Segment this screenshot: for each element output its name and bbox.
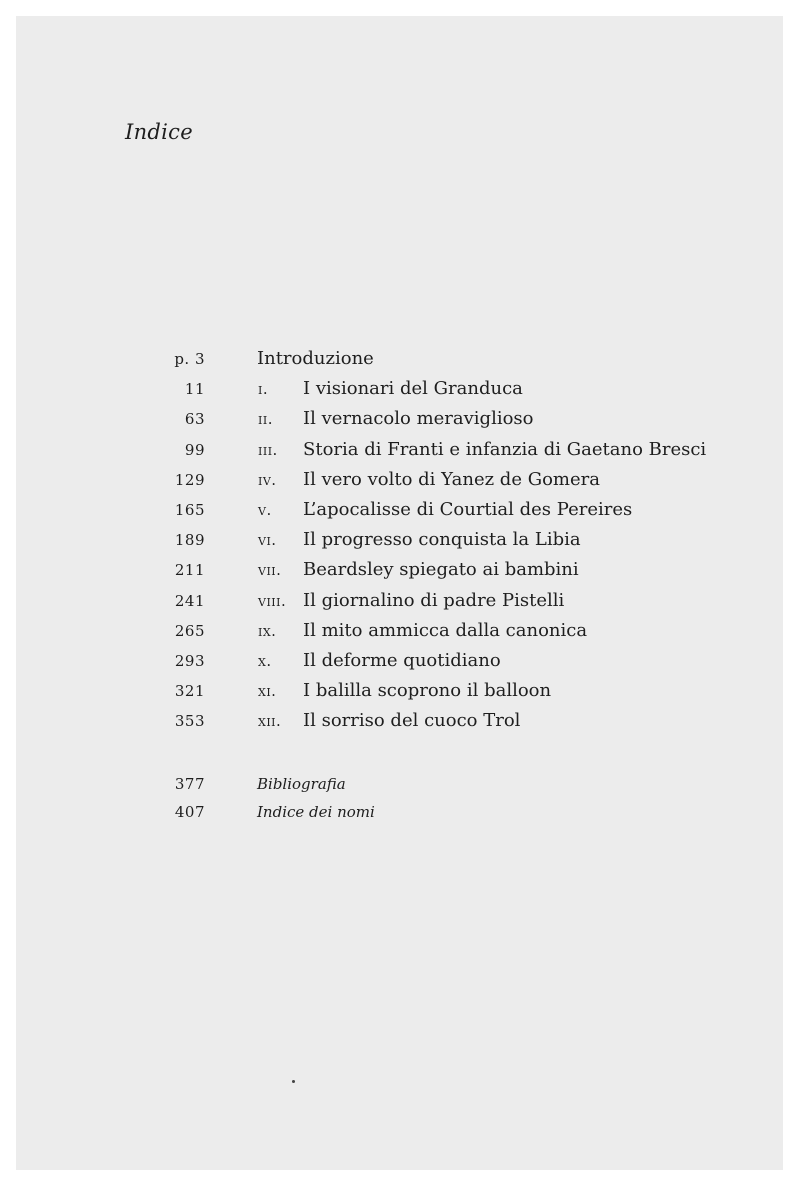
toc-chapter-number: vi. bbox=[258, 531, 277, 550]
toc-page-number: 353 bbox=[174, 712, 205, 731]
toc-chapter-number: xi. bbox=[258, 682, 277, 701]
toc-chapter-number: iv. bbox=[258, 470, 277, 489]
toc-page-number: p. 3 bbox=[174, 350, 205, 368]
table-of-contents bbox=[16, 344, 783, 736]
toc-page-number: 377 bbox=[174, 775, 205, 793]
toc-chapter-row bbox=[16, 404, 783, 434]
toc-page-number: 321 bbox=[174, 682, 205, 701]
toc-entry-title: Il vero volto di Yanez de Gomera bbox=[303, 468, 600, 490]
toc-page-number: 189 bbox=[174, 531, 205, 550]
toc-chapter-number: vii. bbox=[258, 561, 282, 580]
toc-page-number: 129 bbox=[174, 470, 205, 489]
toc-entry-title: Indice dei nomi bbox=[257, 803, 375, 821]
toc-chapter-number: ii. bbox=[258, 410, 273, 429]
toc-chapter-row bbox=[16, 676, 783, 706]
toc-page-number: 99 bbox=[184, 440, 205, 459]
toc-chapter-row bbox=[16, 616, 783, 646]
toc-chapter-row bbox=[16, 525, 783, 555]
toc-entry-title: Il mito ammicca dalla canonica bbox=[303, 619, 588, 641]
toc-entry-title: Il sorriso del cuoco Trol bbox=[303, 710, 521, 732]
toc-page-number: 211 bbox=[174, 561, 205, 580]
back-matter-list bbox=[16, 770, 783, 826]
toc-entry-title: Bibliografia bbox=[257, 775, 346, 793]
page-title: Indice bbox=[125, 120, 193, 144]
toc-chapter-row bbox=[16, 435, 783, 465]
toc-entry-title: L’apocalisse di Courtial des Pereires bbox=[303, 498, 633, 520]
toc-entry-title: Il giornalino di padre Pistelli bbox=[303, 589, 565, 611]
toc-page-number: 241 bbox=[174, 591, 205, 610]
toc-chapter-row bbox=[16, 374, 783, 404]
toc-page-number: 293 bbox=[174, 651, 205, 670]
toc-chapter-number: viii. bbox=[258, 591, 287, 610]
toc-chapter-number: xii. bbox=[258, 712, 282, 731]
toc-chapter-number: x. bbox=[258, 651, 272, 670]
toc-page-number: 11 bbox=[184, 380, 205, 399]
toc-entry-title: Introduzione bbox=[257, 348, 374, 369]
toc-chapter-number: iii. bbox=[258, 440, 278, 459]
toc-chapter-number: v. bbox=[258, 500, 272, 519]
toc-entry-title: I balilla scoprono il balloon bbox=[303, 680, 552, 702]
toc-entry-title: I visionari del Granduca bbox=[303, 378, 523, 400]
back-matter-row bbox=[16, 770, 783, 798]
paper-speck bbox=[292, 1080, 295, 1083]
toc-entry-title: Beardsley spiegato ai bambini bbox=[303, 559, 579, 581]
toc-page-number: 63 bbox=[184, 410, 205, 429]
toc-entry-title: Il deforme quotidiano bbox=[303, 649, 501, 671]
toc-chapter-number: ix. bbox=[258, 621, 277, 640]
toc-chapter-row bbox=[16, 465, 783, 495]
toc-page-number: 407 bbox=[174, 803, 205, 821]
toc-chapter-row bbox=[16, 495, 783, 525]
toc-entry-title: Storia di Franti e infanzia di Gaetano Bresci bbox=[303, 438, 707, 460]
toc-chapter-row bbox=[16, 706, 783, 736]
toc-chapter-number: i. bbox=[258, 380, 269, 399]
toc-page-number: 165 bbox=[174, 500, 205, 519]
toc-chapter-row bbox=[16, 555, 783, 585]
book-page bbox=[16, 16, 783, 1170]
toc-entry-title: Il progresso conquista la Libia bbox=[303, 529, 581, 551]
toc-chapter-row bbox=[16, 646, 783, 676]
toc-intro-row bbox=[16, 344, 783, 374]
toc-entry-title: Il vernacolo meraviglioso bbox=[303, 408, 534, 430]
toc-page-number: 265 bbox=[174, 621, 205, 640]
back-matter-row bbox=[16, 798, 783, 826]
toc-chapter-row bbox=[16, 586, 783, 616]
